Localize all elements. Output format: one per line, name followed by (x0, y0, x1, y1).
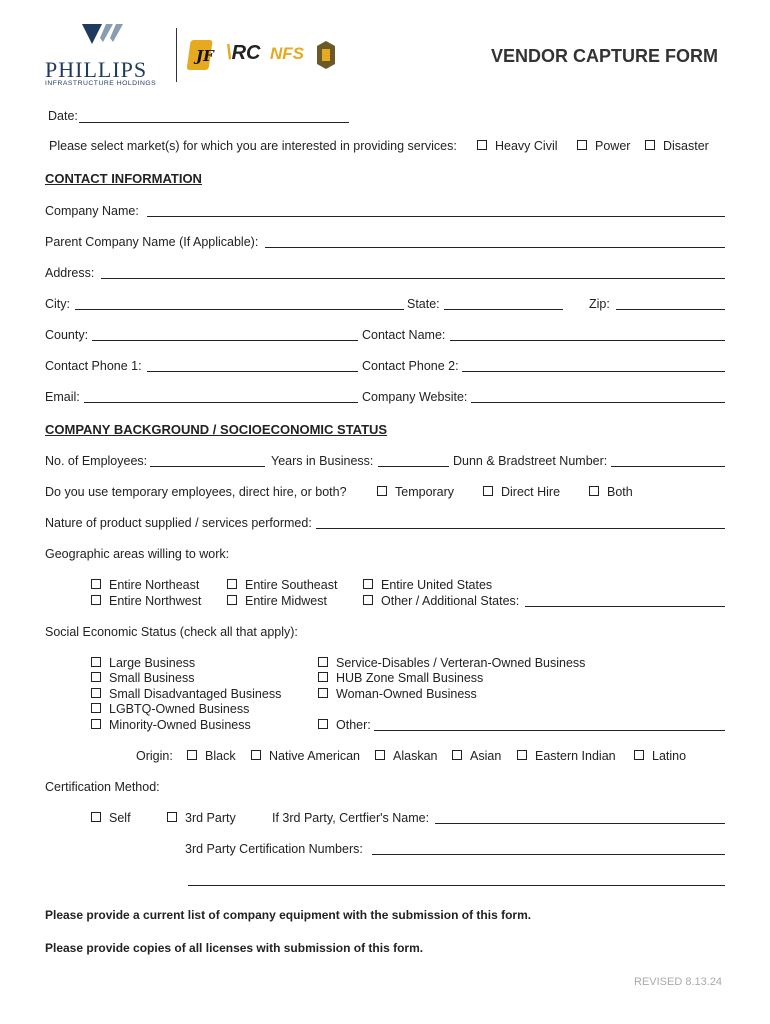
checkbox[interactable] (91, 688, 101, 698)
note-licenses: Please provide copies of all licenses with submission of this form. (45, 941, 424, 955)
option-label: Other: (336, 718, 371, 732)
option-label: Service-Disables / Verteran-Owned Business (336, 656, 586, 670)
checkbox[interactable] (91, 657, 101, 667)
certifier-field[interactable] (435, 823, 725, 824)
option-label: Direct Hire (501, 485, 561, 499)
zip-label: Zip: (589, 297, 610, 311)
cert-numbers-field-2[interactable] (188, 885, 725, 886)
checkbox[interactable] (91, 595, 101, 605)
option-label: Entire Northwest (109, 594, 202, 608)
option-label: Both (607, 485, 633, 499)
parent-company-field[interactable] (265, 247, 725, 248)
option-label: HUB Zone Small Business (336, 671, 484, 685)
rc-logo: \RC (226, 42, 261, 64)
ses-small-disadvantaged[interactable] (91, 687, 281, 701)
zip-field[interactable] (616, 309, 725, 310)
checkbox[interactable] (91, 812, 101, 822)
checkbox[interactable] (251, 750, 261, 760)
ses-minority-owned[interactable] (91, 718, 251, 732)
employees-label: No. of Employees: (45, 454, 148, 468)
company-name-field[interactable] (147, 216, 725, 217)
dunn-field[interactable] (611, 466, 725, 467)
option-label: Other / Additional States: (381, 594, 520, 608)
county-field[interactable] (92, 340, 358, 341)
option-label: 3rd Party (185, 811, 236, 825)
option-label: Woman-Owned Business (336, 687, 477, 701)
city-label: City: (45, 297, 70, 311)
date-label: Date: (48, 109, 78, 123)
option-label: Small Business (109, 671, 195, 685)
contact-name-label: Contact Name: (362, 328, 446, 342)
email-field[interactable] (84, 402, 358, 403)
checkbox[interactable] (318, 657, 328, 667)
jf-logo (187, 38, 217, 72)
option-label: Temporary (395, 485, 455, 499)
checkbox[interactable] (318, 719, 328, 729)
rc-logo-text: RC (231, 42, 261, 64)
option-label: Minority-Owned Business (109, 718, 251, 732)
phillips-logo-name: PHILLIPS (45, 57, 148, 82)
svg-text:JF: JF (196, 47, 214, 65)
checkbox[interactable] (91, 579, 101, 589)
cert-self[interactable] (91, 811, 131, 825)
phone1-label: Contact Phone 1: (45, 359, 142, 373)
temp-question: Do you use temporary employees, direct hire, or both? (45, 485, 347, 499)
market-heavy-civil[interactable] (477, 139, 558, 153)
option-label: Asian (470, 749, 502, 763)
website-label: Company Website: (362, 390, 468, 404)
phone1-field[interactable] (147, 371, 358, 372)
option-label: Entire Midwest (245, 594, 327, 608)
checkbox[interactable] (634, 750, 644, 760)
company-name-label: Company Name: (45, 204, 139, 218)
checkbox[interactable] (318, 672, 328, 682)
origin-native-american[interactable] (251, 749, 360, 763)
phillips-logo-sub: INFRASTRUCTURE HOLDINGS (45, 80, 157, 87)
origin-black[interactable] (187, 749, 236, 763)
ses-large-business[interactable] (91, 656, 195, 670)
origin-asian[interactable] (452, 749, 501, 763)
checkbox[interactable] (589, 486, 599, 496)
option-label: Entire United States (381, 578, 493, 592)
checkbox[interactable] (91, 703, 101, 713)
contact-name-field[interactable] (450, 340, 725, 341)
parent-company-label: Parent Company Name (If Applicable): (45, 235, 259, 249)
checkbox[interactable] (577, 140, 587, 150)
option-label: Eastern Indian (535, 749, 616, 763)
checkbox[interactable] (363, 579, 373, 589)
checkbox[interactable] (227, 595, 237, 605)
geo-entire-northeast[interactable] (91, 578, 199, 592)
cert-numbers-label: 3rd Party Certification Numbers: (185, 842, 363, 856)
checkbox[interactable] (318, 688, 328, 698)
nfs-logo: NFS (270, 44, 304, 63)
option-label: Latino (652, 749, 687, 763)
option-label: Native American (269, 749, 361, 763)
contact-heading: CONTACT INFORMATION (45, 171, 202, 186)
option-label: Alaskan (393, 749, 438, 763)
temp-option-direct-hire[interactable] (483, 485, 560, 499)
temp-option-both[interactable] (589, 485, 633, 499)
origin-latino[interactable] (634, 749, 686, 763)
option-label: Black (205, 749, 236, 763)
dunn-label: Dunn & Bradstreet Number: (453, 454, 608, 468)
cert-numbers-field[interactable] (372, 854, 725, 855)
checkbox[interactable] (452, 750, 462, 760)
ses-lgbtq-owned[interactable] (91, 702, 249, 716)
phillips-logo-mark (80, 22, 128, 48)
ses-other-field[interactable] (374, 730, 725, 731)
markets-label: Please select market(s) for which you are interested in providing services: (49, 139, 457, 153)
option-label: LGBTQ-Owned Business (109, 702, 250, 716)
cert-label: Certification Method: (45, 780, 160, 794)
county-label: County: (45, 328, 89, 342)
option-label: Entire Northeast (109, 578, 200, 592)
checkbox[interactable] (483, 486, 493, 496)
ses-hub-zone[interactable] (318, 671, 483, 685)
origin-alaskan[interactable] (375, 749, 437, 763)
checkbox[interactable] (477, 140, 487, 150)
checkbox[interactable] (517, 750, 527, 760)
checkbox[interactable] (377, 486, 387, 496)
ses-woman-owned[interactable] (318, 687, 477, 701)
city-field[interactable] (75, 309, 404, 310)
page-title: VENDOR CAPTURE FORM (491, 46, 719, 66)
market-disaster[interactable] (645, 139, 709, 153)
ses-label: Social Economic Status (check all that apply): (45, 625, 298, 639)
geo-entire-united-states[interactable] (363, 578, 492, 592)
temp-option-temporary[interactable] (377, 485, 454, 499)
checkbox[interactable] (375, 750, 385, 760)
address-label: Address: (45, 266, 95, 280)
geo-entire-southeast[interactable] (227, 578, 337, 592)
option-label: Power (595, 139, 631, 153)
employees-field[interactable] (150, 466, 265, 467)
market-power[interactable] (577, 139, 630, 153)
years-label: Years in Business: (271, 454, 374, 468)
state-label: State: (407, 297, 440, 311)
option-label: Small Disadvantaged Business (109, 687, 282, 701)
ses-veteran-owned[interactable] (318, 656, 585, 670)
note-equipment: Please provide a current list of company equipment with the submission of this form. (45, 908, 532, 922)
geo-label: Geographic areas willing to work: (45, 547, 230, 561)
ahe-logo (316, 40, 336, 70)
state-field[interactable] (444, 309, 563, 310)
certifier-label: If 3rd Party, Certfier's Name: (272, 811, 430, 825)
checkbox[interactable] (187, 750, 197, 760)
website-field[interactable] (471, 402, 725, 403)
option-label: Disaster (663, 139, 709, 153)
option-label: Entire Southeast (245, 578, 338, 592)
phone2-field[interactable] (462, 371, 725, 372)
ses-other[interactable] (318, 718, 371, 732)
option-label: Heavy Civil (495, 139, 558, 153)
geo-other-states[interactable] (363, 594, 519, 608)
geo-other-states-field[interactable] (525, 606, 725, 607)
background-heading: COMPANY BACKGROUND / SOCIOECONOMIC STATUS (45, 422, 388, 437)
origin-label: Origin: (136, 749, 173, 763)
checkbox[interactable] (363, 595, 373, 605)
address-field[interactable] (101, 278, 725, 279)
checkbox[interactable] (227, 579, 237, 589)
checkbox[interactable] (91, 719, 101, 729)
origin-eastern-indian[interactable] (517, 749, 616, 763)
geo-entire-midwest[interactable] (227, 594, 327, 608)
revised-label: REVISED 8.13.24 (634, 976, 723, 988)
years-field[interactable] (378, 466, 449, 467)
ses-small-business[interactable] (91, 671, 194, 685)
cert-3rd-party[interactable] (167, 811, 236, 825)
geo-entire-northwest[interactable] (91, 594, 201, 608)
nature-label: Nature of product supplied / services performed: (45, 516, 312, 530)
phone2-label: Contact Phone 2: (362, 359, 459, 373)
logo-divider (176, 28, 177, 82)
checkbox[interactable] (167, 812, 177, 822)
checkbox[interactable] (91, 672, 101, 682)
nature-field[interactable] (316, 528, 725, 529)
date-field[interactable] (79, 122, 349, 123)
email-label: Email: (45, 390, 80, 404)
option-label: Large Business (109, 656, 196, 670)
checkbox[interactable] (645, 140, 655, 150)
option-label: Self (109, 811, 131, 825)
